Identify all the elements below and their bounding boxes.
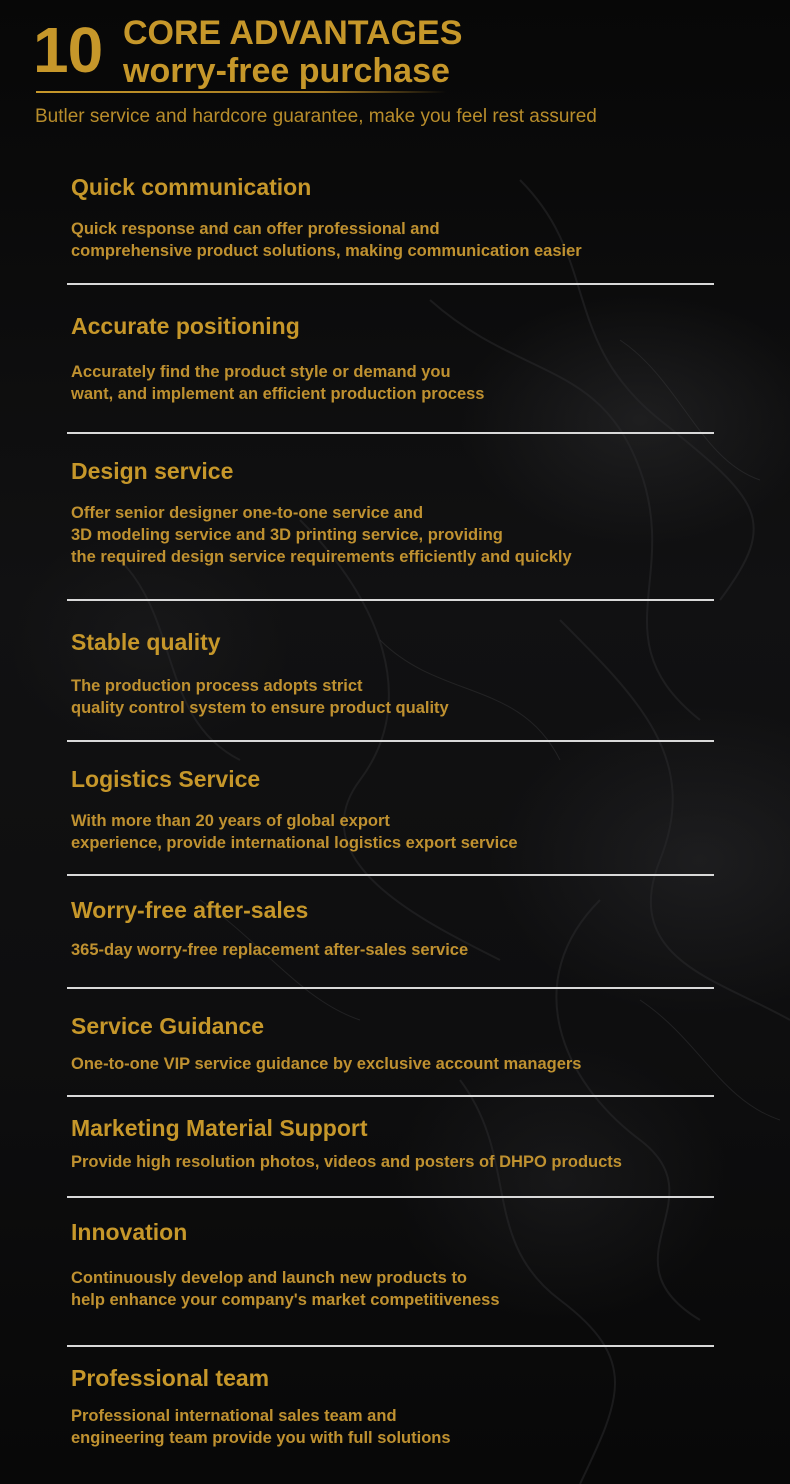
advantage-item-worry-free-after-sales	[71, 896, 721, 961]
advantage-description: The production process adopts strict quality control system to ensure product quality	[71, 677, 449, 717]
divider	[67, 987, 714, 989]
advantage-description: 365-day worry-free replacement after-sales service	[71, 941, 469, 959]
advantage-item-design-service	[71, 457, 721, 568]
page-subtitle: worry-free purchase	[123, 52, 450, 90]
advantage-item-innovation	[71, 1218, 721, 1311]
advantage-description: With more than 20 years of global export experience, provide international logistics export service	[71, 812, 518, 852]
divider	[67, 874, 714, 876]
divider	[67, 1345, 714, 1347]
divider	[67, 740, 714, 742]
advantage-item-accurate-positioning	[71, 312, 721, 405]
advantage-item-service-guidance	[71, 1012, 721, 1075]
advantage-title: Marketing Material Support	[71, 1115, 368, 1141]
advantage-description: Continuously develop and launch new products to help enhance your company's market competitiveness	[71, 1269, 500, 1309]
advantage-description: Accurately find the product style or demand you want, and implement an efficient production process	[71, 363, 485, 403]
advantage-description: Professional international sales team and engineering team provide you with full solutions	[71, 1407, 451, 1447]
divider	[67, 1095, 714, 1097]
advantage-title: Accurate positioning	[71, 313, 300, 339]
page-title: CORE ADVANTAGES	[123, 14, 463, 52]
page-header	[0, 0, 790, 140]
header-underline	[36, 91, 446, 93]
advantage-item-logistics-service	[71, 765, 721, 854]
advantage-item-stable-quality	[71, 628, 721, 719]
advantage-description: Offer senior designer one-to-one service and 3D modeling service and 3D printing service, providing the required design service requirements efficiently and quickly	[71, 504, 572, 566]
advantage-title: Logistics Service	[71, 766, 261, 792]
divider	[67, 599, 714, 601]
advantage-title: Stable quality	[71, 629, 221, 655]
advantage-item-marketing-material-support	[71, 1114, 721, 1173]
advantages-count: 10	[33, 14, 103, 86]
advantage-title: Worry-free after-sales	[71, 897, 309, 923]
advantage-item-professional-team	[71, 1364, 721, 1449]
advantage-title: Professional team	[71, 1365, 270, 1391]
advantage-description: Quick response and can offer professional and comprehensive product solutions, making communication easier	[71, 220, 582, 260]
advantage-title: Innovation	[71, 1219, 188, 1245]
divider	[67, 283, 714, 285]
advantage-description: One-to-one VIP service guidance by exclusive account managers	[71, 1055, 582, 1073]
advantage-title: Design service	[71, 458, 234, 484]
advantage-description: Provide high resolution photos, videos and posters of DHPO products	[71, 1153, 622, 1171]
advantage-title: Quick communication	[71, 174, 312, 200]
advantage-title: Service Guidance	[71, 1013, 265, 1039]
divider	[67, 432, 714, 434]
advantage-item-quick-communication	[71, 173, 721, 262]
page-tagline: Butler service and hardcore guarantee, make you feel rest assured	[35, 106, 597, 127]
divider	[67, 1196, 714, 1198]
